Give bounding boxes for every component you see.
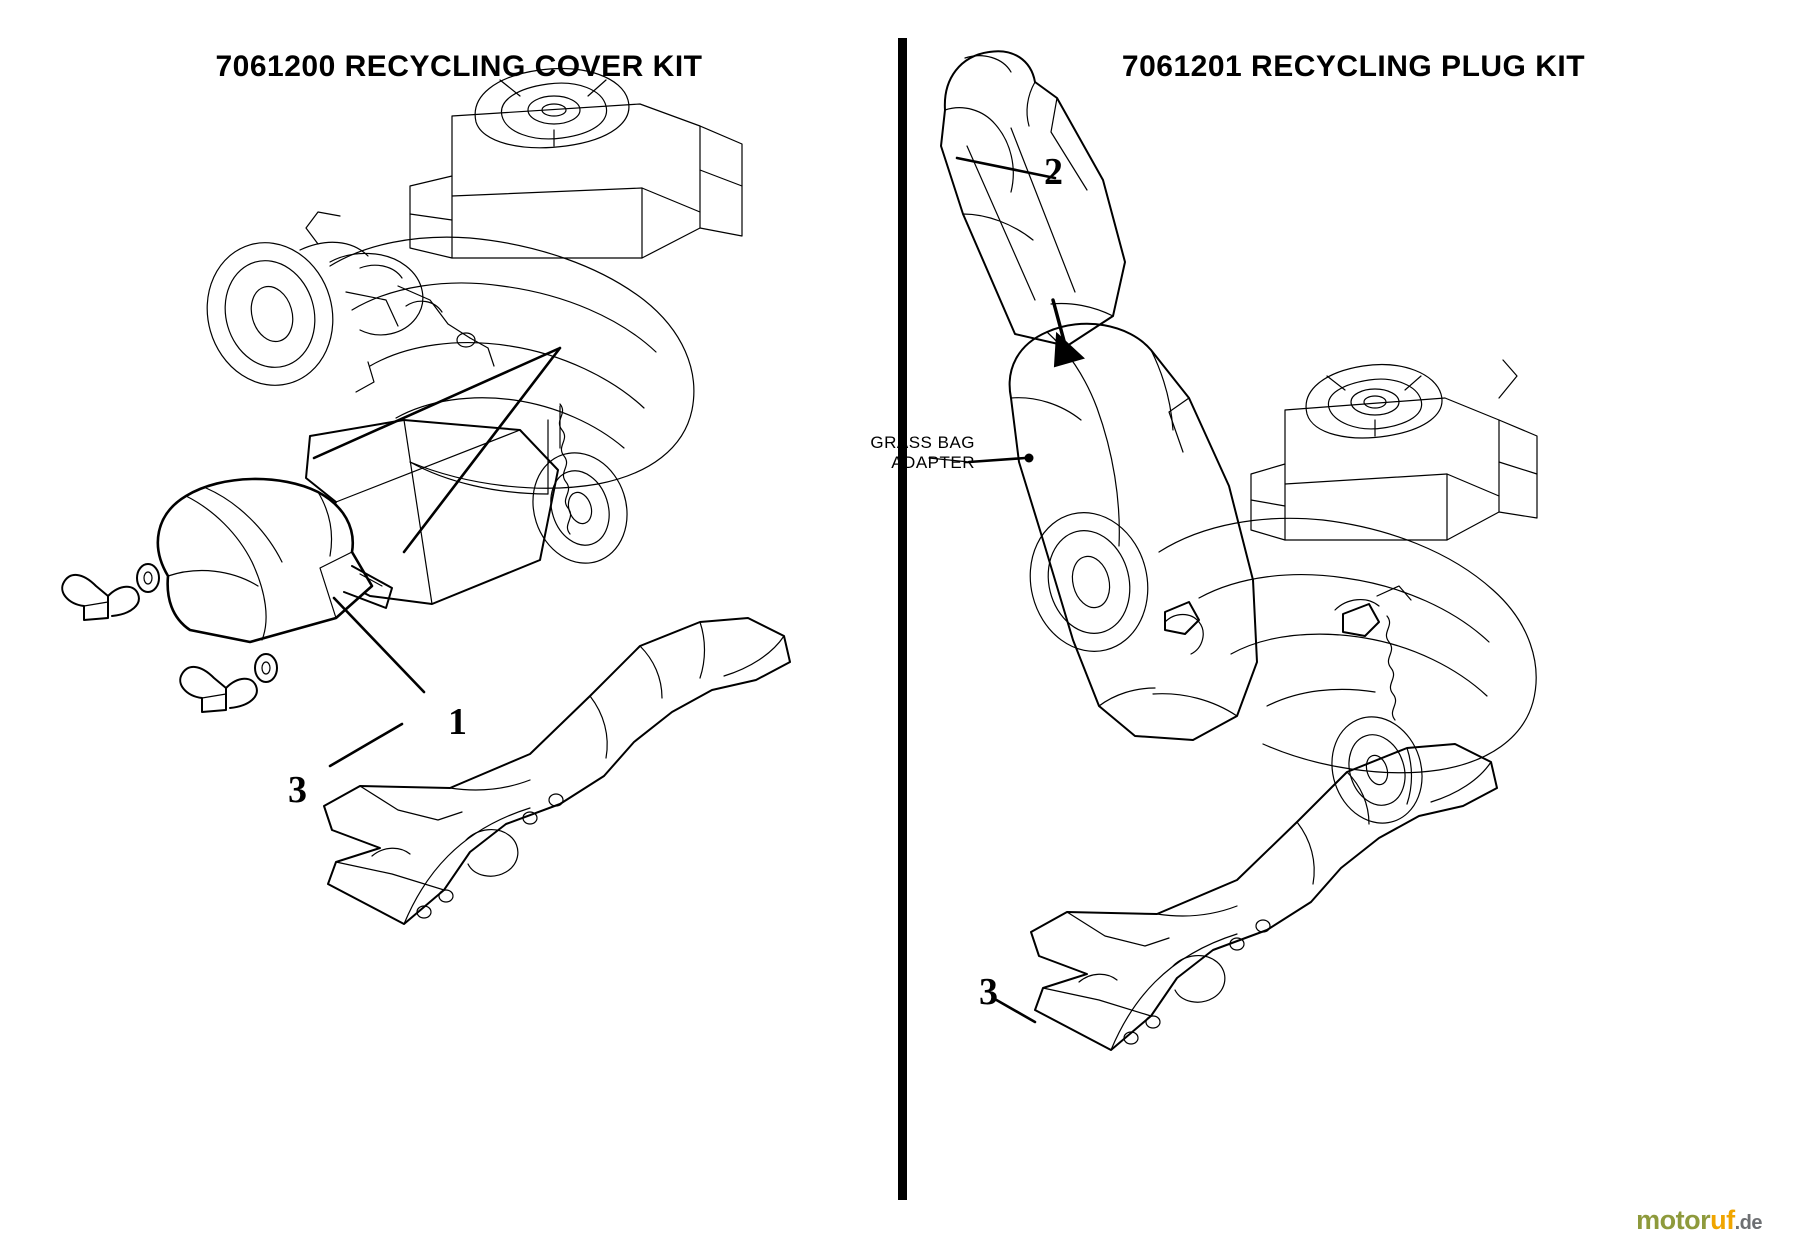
callout-3-right: 3 bbox=[979, 971, 998, 1013]
panel-recycling-plug-kit bbox=[870, 0, 1800, 1258]
mulching-blade-left bbox=[324, 618, 790, 924]
recycling-cover-part bbox=[158, 479, 392, 642]
panel-divider bbox=[898, 38, 907, 1200]
wing-nut-lower bbox=[180, 667, 257, 712]
callout-3-left: 3 bbox=[288, 769, 307, 811]
leader-lines-right bbox=[929, 158, 1055, 1022]
washer-lower bbox=[255, 654, 277, 682]
washer-upper bbox=[137, 564, 159, 592]
grass-bag-adapter-label-line1: GRASS BAG bbox=[870, 433, 975, 452]
mower-deck-assembly-right bbox=[1016, 360, 1537, 835]
install-arrow bbox=[1053, 300, 1083, 366]
panel-title-left: 7061200 RECYCLING COVER KIT bbox=[215, 50, 703, 83]
recycling-plug-part bbox=[941, 51, 1125, 346]
wing-nut-upper bbox=[62, 575, 139, 620]
callout-2: 2 bbox=[1044, 151, 1063, 193]
panel-title-right: 7061201 RECYCLING PLUG KIT bbox=[1121, 50, 1586, 83]
watermark-part-motor: motor bbox=[1636, 1205, 1711, 1235]
mulching-blade-right bbox=[1031, 744, 1497, 1050]
grass-bag-adapter-label-line2: ADAPTER bbox=[891, 453, 975, 472]
panel-recycling-cover-kit bbox=[0, 0, 898, 1258]
watermark-part-de: .de bbox=[1734, 1212, 1762, 1234]
grass-bag-adapter bbox=[1010, 324, 1257, 740]
right-panel-drawing bbox=[907, 0, 1800, 1258]
left-panel-drawing bbox=[0, 0, 898, 1258]
callout-1: 1 bbox=[448, 701, 467, 743]
watermark-part-uf: uf bbox=[1710, 1205, 1735, 1235]
watermark-motoruf bbox=[1636, 1205, 1762, 1236]
